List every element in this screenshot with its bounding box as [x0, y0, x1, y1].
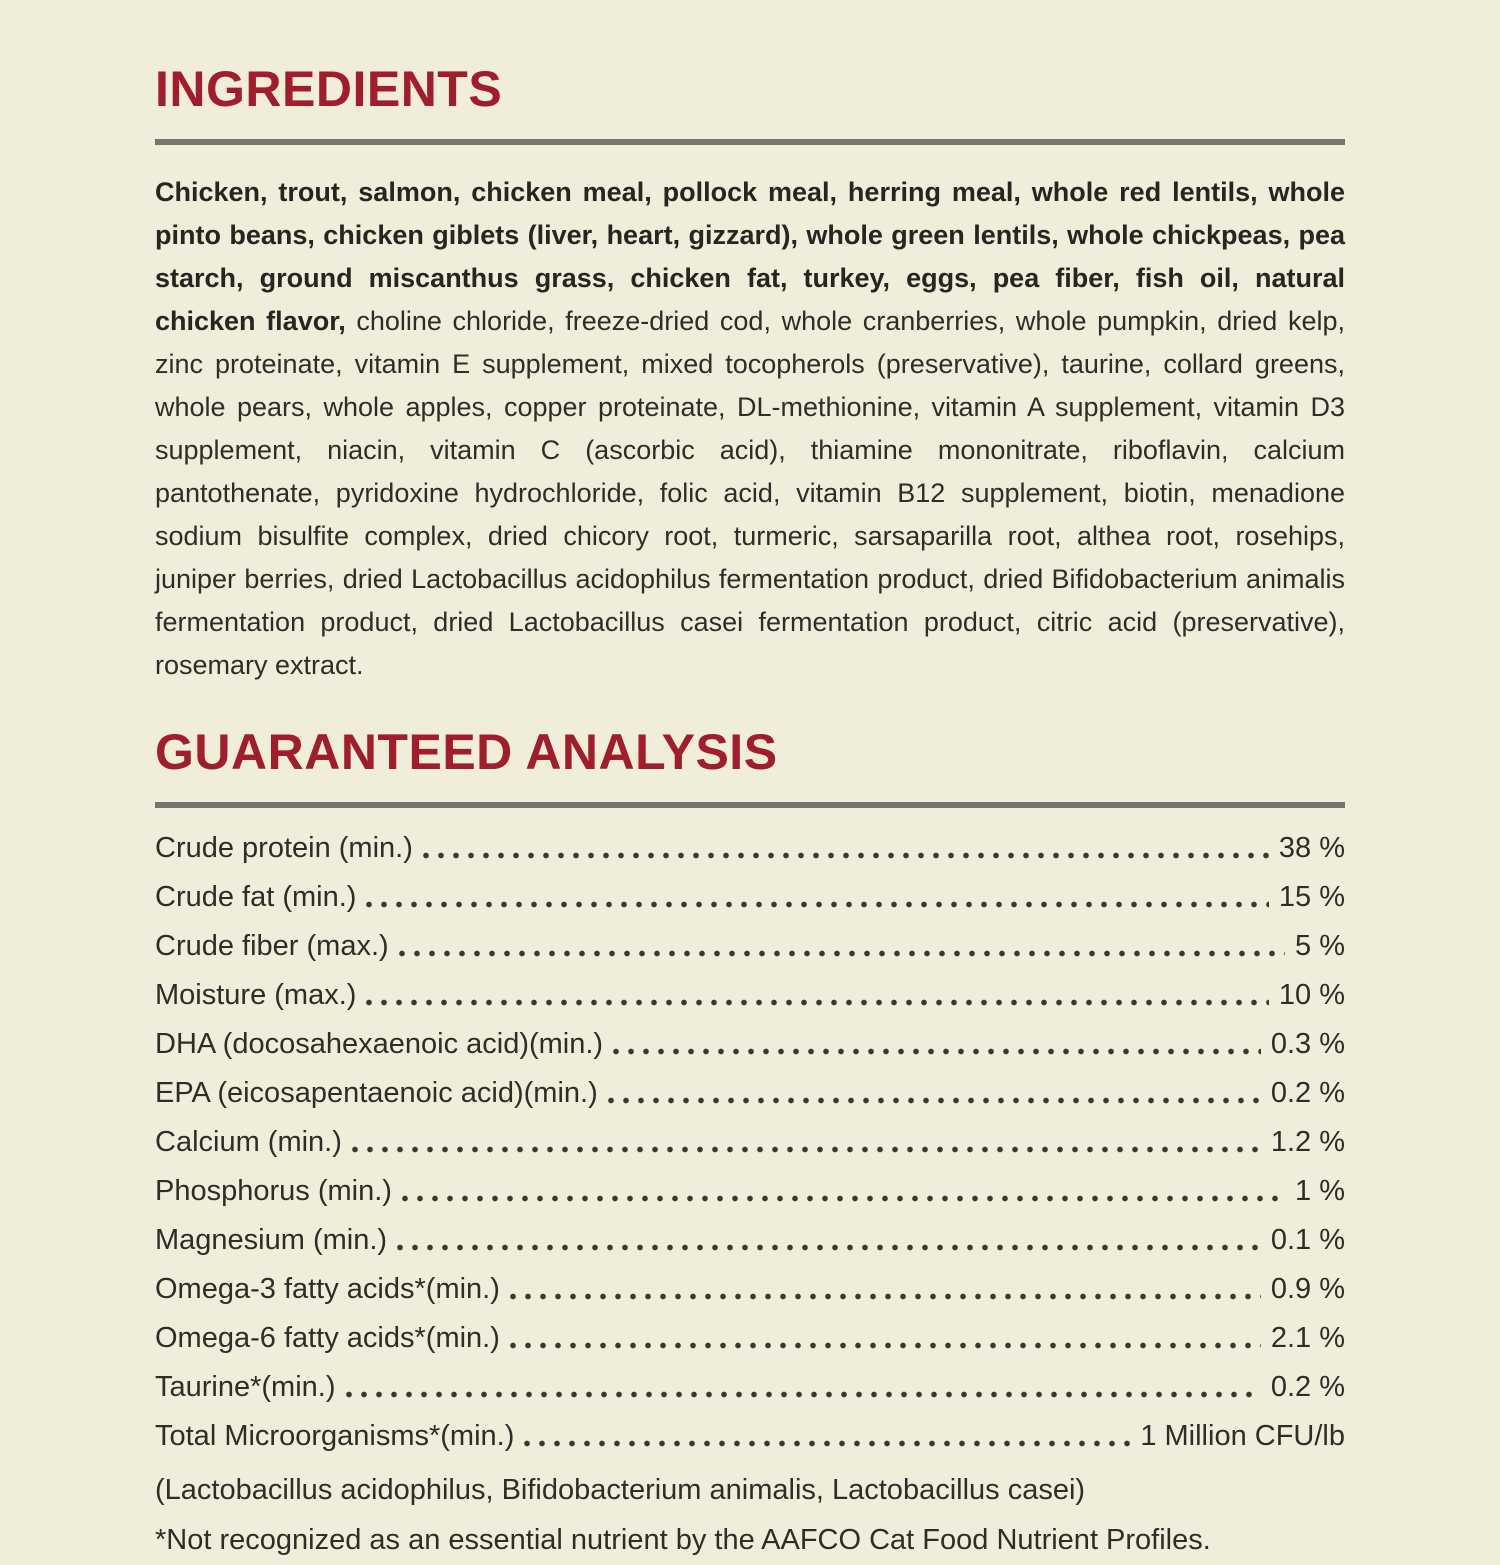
dotted-leader [510, 1342, 1261, 1349]
analysis-row-crude-fat [155, 873, 1345, 922]
analysis-row-moisture [155, 971, 1345, 1020]
analysis-row-value: 2.1 % [1270, 1322, 1345, 1354]
analysis-row-crude-fiber [155, 922, 1345, 971]
analysis-row-dha [155, 1020, 1345, 1069]
analysis-row-label: Omega-3 fatty acids*(min.) [155, 1273, 500, 1305]
analysis-row-value: 0.2 % [1270, 1371, 1345, 1403]
analysis-row-value: 1 Million CFU/lb [1140, 1420, 1345, 1452]
analysis-row-taurine [155, 1363, 1345, 1412]
analysis-row-label: Magnesium (min.) [155, 1224, 388, 1256]
analysis-row-label: Crude fiber (max.) [155, 930, 389, 962]
aafco-footnote: *Not recognized as an essential nutrient by the AAFCO Cat Food Nutrient Profiles. [155, 1524, 1211, 1556]
dotted-leader [366, 901, 1268, 908]
analysis-row-omega6 [155, 1314, 1345, 1363]
analysis-row-calcium [155, 1118, 1345, 1167]
dotted-leader [397, 1244, 1261, 1251]
analysis-divider [155, 802, 1345, 808]
dotted-leader [402, 1195, 1285, 1202]
ingredients-primary-text: Chicken, trout, salmon, chicken meal, pollock meal, herring meal, whole red lentils, whole pinto beans, chicken giblets (liver, heart, gizzard), whole green lentils, whole chickpeas, pea starch, ground miscanthus grass, chicken fat, turkey, eggs, pea fiber, fish oil, natural chicken flavor, [155, 177, 1345, 336]
analysis-row-value: 0.3 % [1270, 1028, 1345, 1060]
analysis-row-value: 15 % [1278, 881, 1345, 913]
analysis-table [155, 824, 1345, 1461]
ingredients-section [155, 62, 1345, 687]
analysis-row-label: EPA (eicosapentaenoic acid)(min.) [155, 1077, 598, 1109]
dotted-leader [352, 1146, 1261, 1153]
analysis-row-value: 1 % [1295, 1175, 1345, 1207]
ingredients-heading: INGREDIENTS [155, 61, 503, 117]
analysis-row-crude-protein [155, 824, 1345, 873]
analysis-row-label: Moisture (max.) [155, 979, 357, 1011]
microorganisms-detail: (Lactobacillus acidophilus, Bifidobacterium animalis, Lactobacillus casei) [155, 1474, 1086, 1506]
dotted-leader [510, 1293, 1261, 1300]
analysis-row-label: Phosphorus (min.) [155, 1175, 392, 1207]
dotted-leader [524, 1440, 1130, 1447]
dotted-leader [346, 1391, 1261, 1398]
ingredients-secondary-text: choline chloride, freeze-dried cod, whole cranberries, whole pumpkin, dried kelp, zinc proteinate, vitamin E supplement, mixed tocopherols (preservative), taurine, collard greens, whole pears, whole apples, copper proteinate, DL-methionine, vitamin A supplement, vitamin D3 supplement, niacin, vitamin C (ascorbic acid), thiamine mononitrate, riboflavin, calcium pantothenate, pyridoxine hydrochloride, folic acid, vitamin B12 supplement, biotin, menadione sodium bisulfite complex, dried chicory root, turmeric, sarsaparilla root, althea root, rosehips, juniper berries, dried Lactobacillus acidophilus fermentation product, dried Bifidobacterium animalis fermentation product, dried Lactobacillus casei fermentation product, citric acid (preservative), rosemary extract. [155, 306, 1345, 680]
dotted-leader [423, 852, 1269, 859]
analysis-row-epa [155, 1069, 1345, 1118]
analysis-row-value: 0.1 % [1270, 1224, 1345, 1256]
ingredients-paragraph [155, 171, 1345, 687]
analysis-row-label: Crude protein (min.) [155, 832, 413, 864]
dotted-leader [613, 1048, 1261, 1055]
analysis-row-value: 0.2 % [1270, 1077, 1345, 1109]
guaranteed-analysis-heading: GUARANTEED ANALYSIS [155, 724, 778, 780]
dotted-leader [399, 950, 1285, 957]
analysis-row-phosphorus [155, 1167, 1345, 1216]
analysis-row-label: Total Microorganisms*(min.) [155, 1420, 515, 1452]
analysis-row-value: 1.2 % [1270, 1126, 1345, 1158]
analysis-row-magnesium [155, 1216, 1345, 1265]
analysis-row-value: 0.9 % [1270, 1273, 1345, 1305]
analysis-row-label: Crude fat (min.) [155, 881, 357, 913]
analysis-row-total-microorganisms [155, 1412, 1345, 1461]
analysis-row-omega3 [155, 1265, 1345, 1314]
analysis-row-label: Omega-6 fatty acids*(min.) [155, 1322, 500, 1354]
dotted-leader [608, 1097, 1261, 1104]
analysis-row-value: 5 % [1295, 930, 1345, 962]
guaranteed-analysis-section [155, 725, 1345, 1565]
analysis-row-label: DHA (docosahexaenoic acid)(min.) [155, 1028, 604, 1060]
analysis-row-label: Taurine*(min.) [155, 1371, 336, 1403]
dotted-leader [366, 999, 1268, 1006]
analysis-row-label: Calcium (min.) [155, 1126, 342, 1158]
analysis-row-value: 38 % [1278, 832, 1345, 864]
ingredients-divider [155, 139, 1345, 145]
analysis-row-value: 10 % [1278, 979, 1345, 1011]
